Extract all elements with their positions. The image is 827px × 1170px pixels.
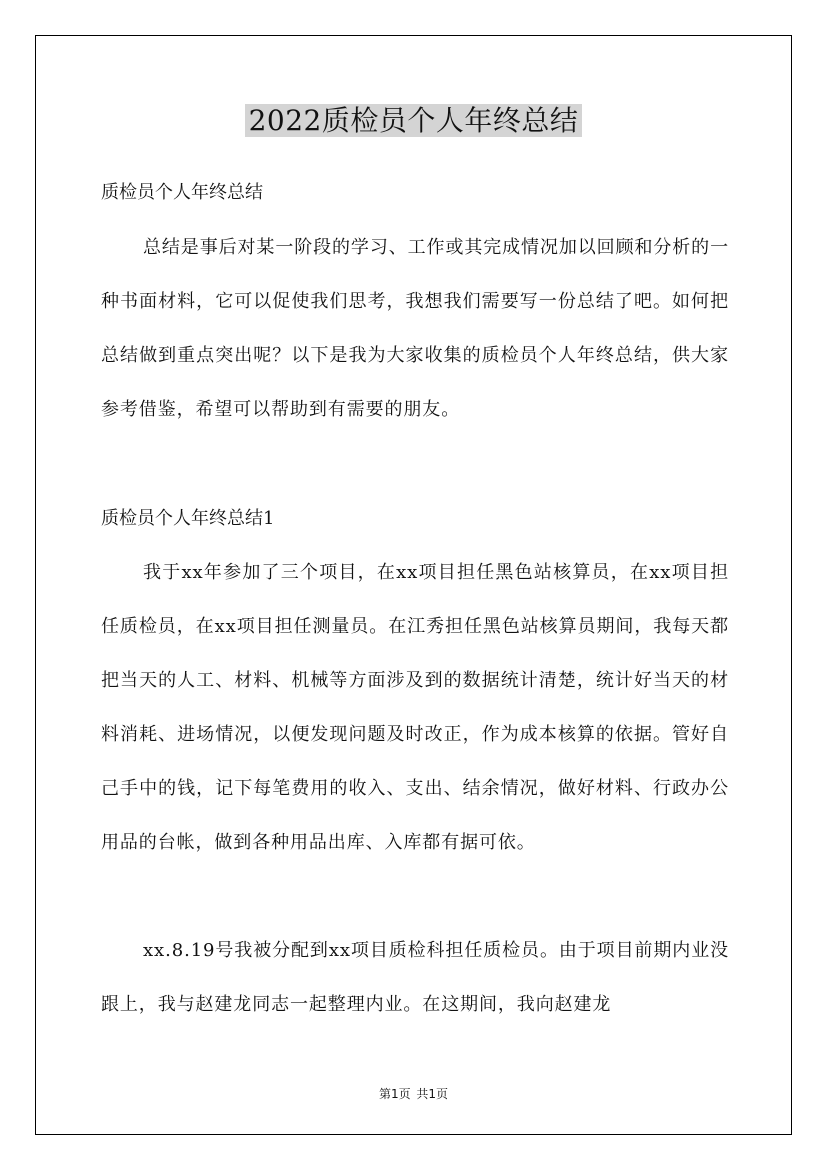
intro-paragraph: 总结是事后对某一阶段的学习、工作或其完成情况加以回顾和分析的一种书面材料，它可以促使我们思考，我想我们需要写一份总结了吧。如何把总结做到重点突出呢？以下是我为大家收集的质检员个人年终总结，供大家参考借鉴，希望可以帮助到有需要的朋友。	[101, 237, 729, 420]
intro-heading: 质检员个人年终总结	[101, 182, 263, 203]
section-1-paragraph-1: 我于xx年参加了三个项目，在xx项目担任黑色站核算员，在xx项目担任质检员，在xx项目担任测量员。在江秀担任黑色站核算员期间，我每天都把当天的人工、材料、机械等方面涉及到的数据统计清楚，统计好当天的材料消耗、进场情况，以便发现问题及时改正，作为成本核算的依据。管好自己手中的钱，记下每笔费用的收入、支出、结余情况，做好材料、行政办公用品的台帐，做到各种用品出库、入库都有据可依。	[101, 562, 729, 853]
document-title	[0, 101, 827, 141]
section-1-paragraph-2: xx.8.19号我被分配到xx项目质检科担任质检员。由于项目前期内业没跟上，我与赵建龙同志一起整理内业。在这期间，我向赵建龙	[101, 940, 729, 1015]
section-1-heading: 质检员个人年终总结1	[101, 508, 275, 529]
page-footer: 第1页 共1页	[378, 1087, 449, 1101]
document-title-text: 2022质检员个人年终总结	[245, 104, 583, 137]
